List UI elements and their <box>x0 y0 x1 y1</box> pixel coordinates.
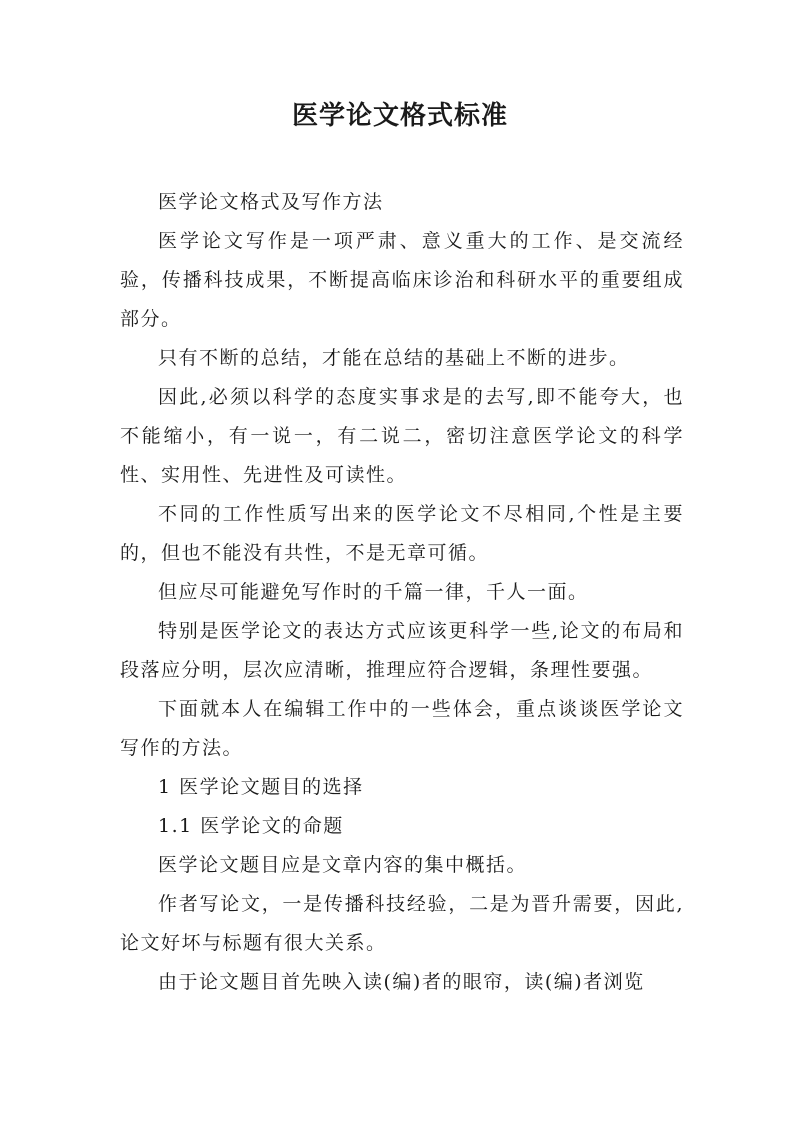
paragraph: 作者写论文，一是传播科技经验，二是为晋升需要，因此,论文好坏与标题有很大关系。 <box>120 893 684 954</box>
paragraph: 不同的工作性质写出来的医学论文不尽相同,个性是主要的，但也不能没有共性，不是无章可循。 <box>120 503 684 564</box>
paragraph: 特别是医学论文的表达方式应该更科学一些,论文的布局和段落应分明，层次应清晰，推理应符合逻辑，条理性要强。 <box>120 620 684 681</box>
paragraph: 下面就本人在编辑工作中的一些体会，重点谈谈医学论文写作的方法。 <box>120 698 684 759</box>
paragraph: 医学论文题目应是文章内容的集中概括。 <box>158 854 528 876</box>
paragraph: 医学论文写作是一项严肃、意义重大的工作、是交流经验，传播科技成果，不断提高临床诊治和科研水平的重要组成部分。 <box>120 230 684 330</box>
document-title: 医学论文格式标准 <box>291 101 508 131</box>
paragraph: 因此,必须以科学的态度实事求是的去写,即不能夸大，也不能缩小，有一说一，有二说二，密切注意医学论文的科学性、实用性、先进性及可读性。 <box>120 386 684 486</box>
paragraph: 但应尽可能避免写作时的千篇一律，千人一面。 <box>158 581 589 603</box>
paragraph: 只有不断的总结，才能在总结的基础上不断的进步。 <box>158 347 630 369</box>
section-heading: 1 医学论文题目的选择 <box>158 776 364 798</box>
paragraph: 由于论文题目首先映入读(编)者的眼帘，读(编)者浏览 <box>158 971 645 993</box>
subsection-heading: 1.1 医学论文的命题 <box>158 815 344 837</box>
paragraph: 医学论文格式及写作方法 <box>158 191 384 213</box>
document-body <box>120 183 684 1002</box>
